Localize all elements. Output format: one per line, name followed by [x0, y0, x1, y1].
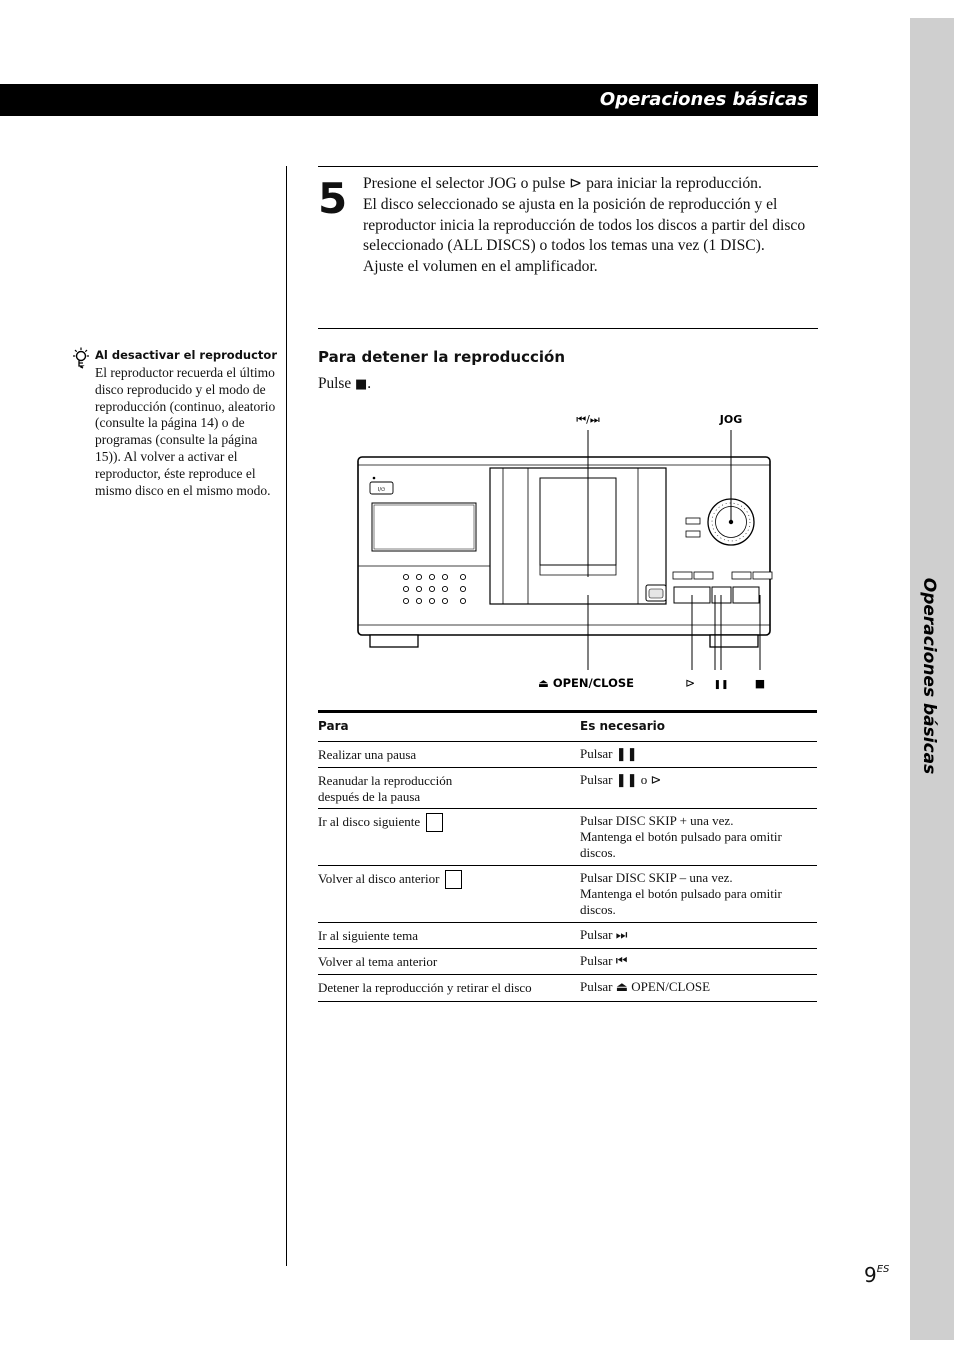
section-header-title: Operaciones básicas: [599, 89, 808, 110]
door-window: [540, 478, 616, 565]
step-line-2: El disco seleccionado se ajusta en la posición de reproducción y el reproductor inicia la reproducción de todos los discos a partir del disco seleccionado (ALL DISCS) o todos los temas una vez (1 DISC).: [363, 195, 806, 255]
table-row: [318, 809, 817, 866]
step-5-box: [318, 166, 818, 329]
row-para: Detener la reproducción y retirar el disco: [318, 980, 532, 995]
display-window: [372, 503, 476, 551]
step-instructions: [363, 174, 821, 278]
pulse-prefix: Pulse: [318, 375, 352, 392]
table-header-para: Para: [318, 719, 349, 733]
row-accion: Pulsar ⏮: [580, 953, 628, 968]
controls-table: [318, 710, 817, 1002]
tip-body: El reproductor recuerda el último disco reproducido y el modo de reproducción (continuo, aleatorio (consulte la página 14) o de programas (consulte la página 15)). Al volver a activar el reproductor, éste reproduce el mismo disco en el mismo modo.: [95, 365, 276, 498]
disc-skip-plus-icon: [426, 813, 443, 832]
section-title: Para detener la reproducción: [318, 348, 566, 366]
table-row: [318, 923, 817, 949]
step-line-3: Ajuste el volumen en el amplificador.: [363, 258, 598, 276]
table-row: [318, 768, 817, 809]
table-header-accion: Es necesario: [580, 719, 665, 733]
stop-label: ■: [754, 677, 766, 690]
disc-skip-plus: [694, 572, 713, 579]
row-para: Realizar una pausa: [318, 747, 417, 762]
disc-skip-minus: [673, 572, 692, 579]
disc-skip-minus-icon: [445, 870, 462, 889]
pulse-instruction: [318, 375, 371, 393]
skip-label: ⏮/⏭: [576, 413, 600, 426]
column-divider: [286, 166, 287, 1266]
row-accion: Pulsar ❚❚: [580, 746, 638, 761]
table-row: [318, 742, 817, 768]
table-header-row: [318, 713, 817, 742]
open-close-label: ⏏ OPEN/CLOSE: [537, 676, 635, 690]
row-accion: Pulsar ⏏ OPEN/CLOSE: [580, 979, 711, 994]
cd-player-illustration: [318, 400, 798, 700]
row-para-with-icon: [318, 814, 573, 833]
power-button-label: I/⏻: [377, 487, 386, 493]
step-number: 5: [318, 174, 348, 223]
pulse-suffix: .: [367, 375, 372, 392]
row-para-with-icon: [318, 871, 573, 890]
row-accion: Pulsar ❚❚ o ⊳: [580, 772, 662, 787]
table-row: [318, 975, 817, 1002]
stop-symbol: ■: [354, 377, 368, 392]
row-para: Volver al disco anterior: [318, 871, 440, 886]
step-line-1: Presione el selector JOG o pulse ⊳ para iniciar la reproducción.: [363, 175, 762, 192]
page-number-value: 9: [864, 1263, 877, 1287]
row-accion: Pulsar ⏭: [580, 927, 628, 942]
section-header-bar: [0, 84, 818, 116]
lightbulb-icon: [72, 347, 90, 369]
stop-button: [733, 587, 759, 603]
tip-title: Al desactivar el reproductor: [95, 348, 277, 362]
row-para: Ir al disco siguiente: [318, 814, 421, 829]
jog-label: JOG: [719, 413, 743, 426]
row-para: Reanudar la reproducción después de la pausa: [318, 773, 453, 804]
pause-label: ❚❚: [713, 680, 729, 690]
table-row: [318, 866, 817, 923]
row-accion: Pulsar DISC SKIP – una vez. Mantenga el botón pulsado para omitir discos.: [580, 870, 782, 917]
foot-left: [370, 635, 418, 647]
row-accion: Pulsar DISC SKIP + una vez. Mantenga el botón pulsado para omitir discos.: [580, 813, 782, 860]
row-para: Volver al tema anterior: [318, 954, 438, 969]
page-number: [864, 1263, 889, 1287]
row-para: Ir al siguiente tema: [318, 928, 418, 943]
play-label: ⊳: [684, 676, 696, 690]
table-row: [318, 949, 817, 975]
side-tab-label: Operaciones básicas: [919, 577, 939, 775]
foot-right: [710, 635, 758, 647]
page-language-suffix: ES: [876, 1264, 890, 1276]
